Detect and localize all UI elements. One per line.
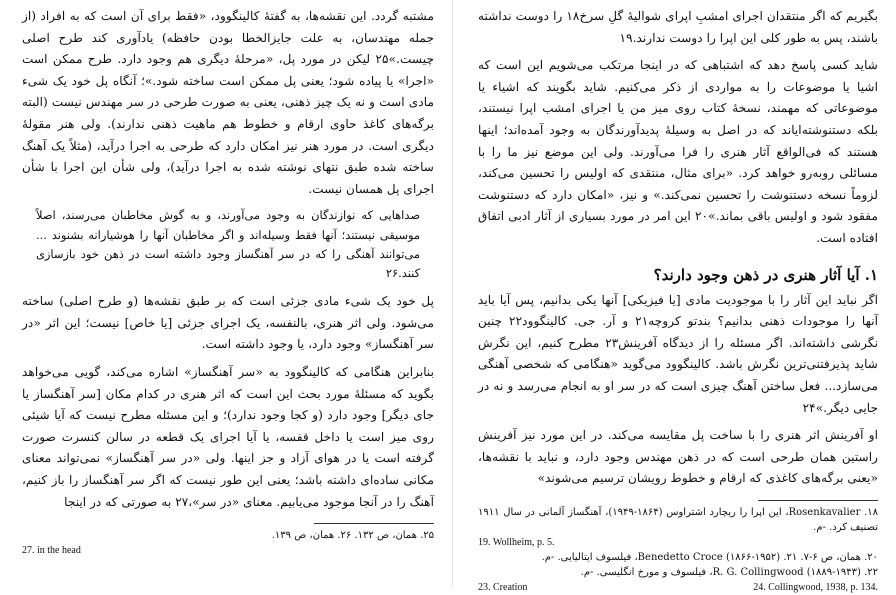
left-paragraph-1: مشتبه گردد. این نقشه‌ها، به گفتهٔ کالینگوود، «فقط برای آن است که به افراد (از جمله مهندسان، به علت جایزالخطا بودن حافظه) یادآوری کند طرح اصلی چیست.»۲۵ لیکن در مورد پل، «مرحلهٔ دیگری هم وجود دارد. طرح ممکن است «اجرا» یا پیاده شود؛ یعنی پل ممکن است ساخته شود.»؛ آنگاه پل خود یک شیء مادی است و نه یک چیز ذهنی، یعنی به صورت طرحی در سر مهندس نیست (البته برگه‌های کاغذ حاوی ارقام و خطوط هم ماهیت ذهنی ندارند). ولی هنر مقولهٔ دیگری است. در مورد هنر نیز امکان دارد که طرحی به اجرا درآید، (مثلاً یک آهنگ ساخته شده طبق نتهای نوشته شده به اجرا درآید)، ولی شأن این اجرا با شأن اجرای پل همسان نیست. [22,9,434,196]
footnote-27: 27. in the head [22,545,81,557]
footnote-24: 24. Collingwood, 1938, p. 134. [753,581,878,593]
footnote-25-26: ۲۵. همان، ص ۱۳۲. ۲۶. همان، ص ۱۳۹. [271,530,434,542]
quote-text: صداهایی که نوازندگان به وجود می‌آورند، و به گوش مخاطبان می‌رسند، اصلاً موسیقی نیستند؛ آنها فقط وسیله‌اند و اگر مخاطبان آنها را هوشیارانه بشنوند ... می‌توانند آهنگی را که در سر آهنگساز وجود داشته است در ذهن خود بازسازی کنند.۲۶ [36,208,420,280]
right-page [470,0,886,593]
footnote-rule [758,500,878,501]
left-paragraph-2: پل خود یک شیء مادی جزئی است که بر طبق نقشه‌ها (و طرح اصلی) ساخته می‌شود. ولی اثر هنری، بالنفسه، یک اجرای جزئی [یا خاص] نیست؛ این اثر «در سر آهنگساز» وجود دارد، یا وجود داشته است. [22,294,434,352]
left-page [14,0,442,588]
right-paragraph-1: بگیریم که اگر منتقدان اجرای امشبِ اپرای شوالیهٔ گلِ سرخ۱۸ را دوست نداشته باشند، پس به طور کلی این اپرا را دوست ندارند.۱۹ [478,9,878,45]
footnote-20-21: ۲۰. همان، ص ۶-۷. ۲۱. Benedetto Croce (۱۸۶۶-۱۹۵۲)، فیلسوف ایتالیایی. -م. [541,551,878,563]
right-paragraph-2: شاید کسی پاسخ دهد که اشتباهی که در اینجا مرتکب می‌شویم این است که اشیا یا موضوعات را به مواردی از ذکر می‌کنیم. شاید بگویند که اشیاء یا موضوعاتی که مهمند، نسخهٔ کتاب روی میز من یا اجرای امشب اپرا نیستند، بلکه دستنوشته‌ایاند که در اصل به وسیلهٔ پدیدآورندگان به وجود آمده‌اند؛ اینها هستند که فی‌الواقع آثار هنری را فرا می‌آورند. ولی این موضع نیز ما را با مسائلی روبه‌رو خواهد کرد. «برای مثال، منتقدی که اولیس را تحسین می‌کند، لزوماً نسخه دستنوشت را تحسین نمی‌کند.» و نیز، «امکان دارد که دستنوشت مفقود شود و اولیس باقی بماند.»۲۰ این امر در مورد بسیاری از آثار ادبی اتفاق افتاده است. [478,58,878,245]
footnote-23: 23. Creation [478,581,528,593]
section-heading: ۱. آیا آثار هنری در ذهن وجود دارند؟ [653,265,878,284]
footnote-18: ۱۸. Rosenkavalier، این اپرا را ریچارد اشتراوس (۱۸۶۴-۱۹۴۹)، آهنگساز آلمانی در سال ۱۹۱۱ تصنیف کرد. -م. [478,506,879,533]
right-paragraph-3: اگر نباید این آثار را با موجودیت مادی [یا فیزیکی] آنها یکی بدانیم، پس آیا باید آنها را موجودات ذهنی بدانیم؟ بندتو کروچه۲۱ و آر. جی. کالینگوود۲۲ چنین نگرشی داشته‌اند. اگر مسئله را از دیدگاه آفرینش۲۳ مطرح کنیم، این نگرش شاید پذیرفتنی‌ترین نگرش باشد. کالینگوود می‌گوید «هنگامی که شخصی آهنگی می‌سازد... فعل ساختن آهنگ چیزی است که در سر او به انجام می‌رسد و نه در جایی دیگر.»۲۴ [478,292,878,415]
footnote-row-23-24 [478,580,878,595]
footnote-22: ۲۲. R. G. Collingwood (۱۸۸۹-۱۹۴۳)، فیلسوف و مورخ انگلیسی. -م. [580,566,878,578]
footnote-rule [314,523,434,524]
page-gutter [452,0,453,588]
block-quote [36,206,420,283]
left-paragraph-3: بنابراین هنگامی که کالینگوود به «سر آهنگساز» اشاره می‌کند، گویی می‌خواهد بگوید که مسئلهٔ مورد بحث این است که اثر هنری در کدام مکان [سر آهنگساز یا جای دیگر] وجود دارد (و کجا وجود ندارد)؛ و این مسئله مطرح نیست که آیا شیئی روی میز است یا داخل قفسه، یا آیا اجرای یک قطعه در سالن کنسرت صورت گرفته است یا در هوای آزاد و جز اینها. ولی «در سر آهنگساز» نمی‌تواند معنای مکانی ساده‌ای داشته باشد؛ یعنی این طور نیست که اگر سر آهنگساز را باز کنیم، آهنگ را در آنجا موجود می‌یابیم. معنای «در سر»،۲۷ به صورتی که در اینجا [22,364,434,509]
footnote-19: 19. Wollheim, p. 5. [478,536,555,548]
right-paragraph-4: او آفرینش اثر هنری را با ساخت پل مقایسه می‌کند. در این مورد نیز آفرینش راستین همان طرحی است که در ذهن مهندس وجود دارد، و نباید با نقشه‌ها، «یعنی برگه‌های کاغذی که ارقام و خطوط رویشان ترسیم می‌شوند» [478,428,878,486]
